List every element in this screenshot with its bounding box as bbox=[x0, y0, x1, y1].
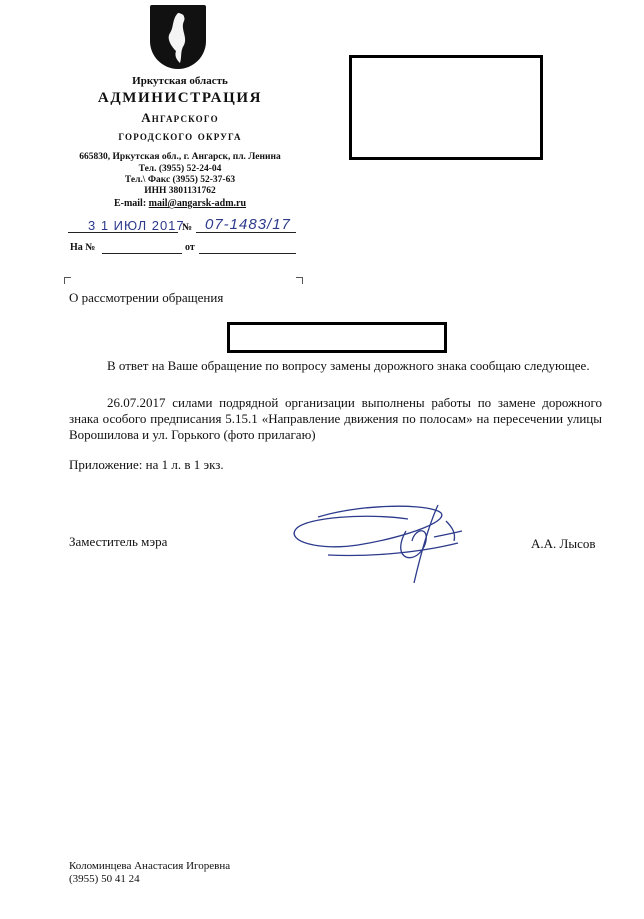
email-label: E-mail: bbox=[113, 198, 149, 209]
administration-title: АДМИНИСТРАЦИЯ bbox=[97, 90, 263, 106]
attachment-note: Приложение: на 1 л. в 1 экз. bbox=[69, 457, 224, 472]
reference-date-underline bbox=[199, 253, 296, 254]
paragraph-2: 26.07.2017 силами подрядной организации выполнены работы по замене дорожного знака особого предписания 5.15.1 «Направление движения по полосам» на пересечении улицы Ворошилова и ул. Горького (фото прилагаю) bbox=[69, 395, 602, 442]
corner-mark-left bbox=[64, 277, 71, 284]
corner-mark-right bbox=[296, 277, 303, 284]
executor-name: Коломинцева Анастасия Игоревна bbox=[69, 860, 231, 872]
fax: Тел.\ Факс (3955) 52-37-63 bbox=[124, 175, 236, 185]
redacted-salutation-box bbox=[227, 322, 447, 353]
coat-of-arms-emblem bbox=[150, 5, 206, 69]
reference-number-label: На № bbox=[70, 242, 96, 253]
city-name-line1: Ангарского bbox=[141, 110, 219, 125]
registration-number: 07-1483/17 bbox=[205, 216, 291, 233]
address: 665830, Иркутская обл., г. Ангарск, пл. Ленина bbox=[79, 152, 281, 162]
city-name-line2: городского округа bbox=[118, 128, 242, 143]
redacted-recipient-box bbox=[349, 55, 543, 160]
reference-number-underline bbox=[102, 253, 182, 254]
number-prefix: № bbox=[182, 222, 193, 233]
paragraph-1: В ответ на Ваше обращение по вопросу замены дорожного знака сообщаю следующее. bbox=[107, 358, 590, 373]
handwritten-signature bbox=[288, 497, 484, 589]
inn: ИНН 3801131762 bbox=[144, 186, 216, 196]
phone: Тел. (3955) 52-24-04 bbox=[138, 164, 222, 174]
email-link[interactable]: mail@angarsk-adm.ru bbox=[148, 198, 247, 209]
signatory-name: А.А. Лысов bbox=[531, 536, 596, 551]
letter-subject: О рассмотрении обращения bbox=[69, 290, 224, 305]
reference-date-label: от bbox=[185, 242, 195, 253]
email-line bbox=[60, 198, 300, 209]
executor-phone: (3955) 50 41 24 bbox=[69, 873, 140, 885]
signatory-title: Заместитель мэра bbox=[69, 534, 168, 549]
region-name: Иркутская область bbox=[132, 75, 228, 87]
date-stamp: 3 1 ИЮЛ 2017 bbox=[88, 218, 185, 233]
